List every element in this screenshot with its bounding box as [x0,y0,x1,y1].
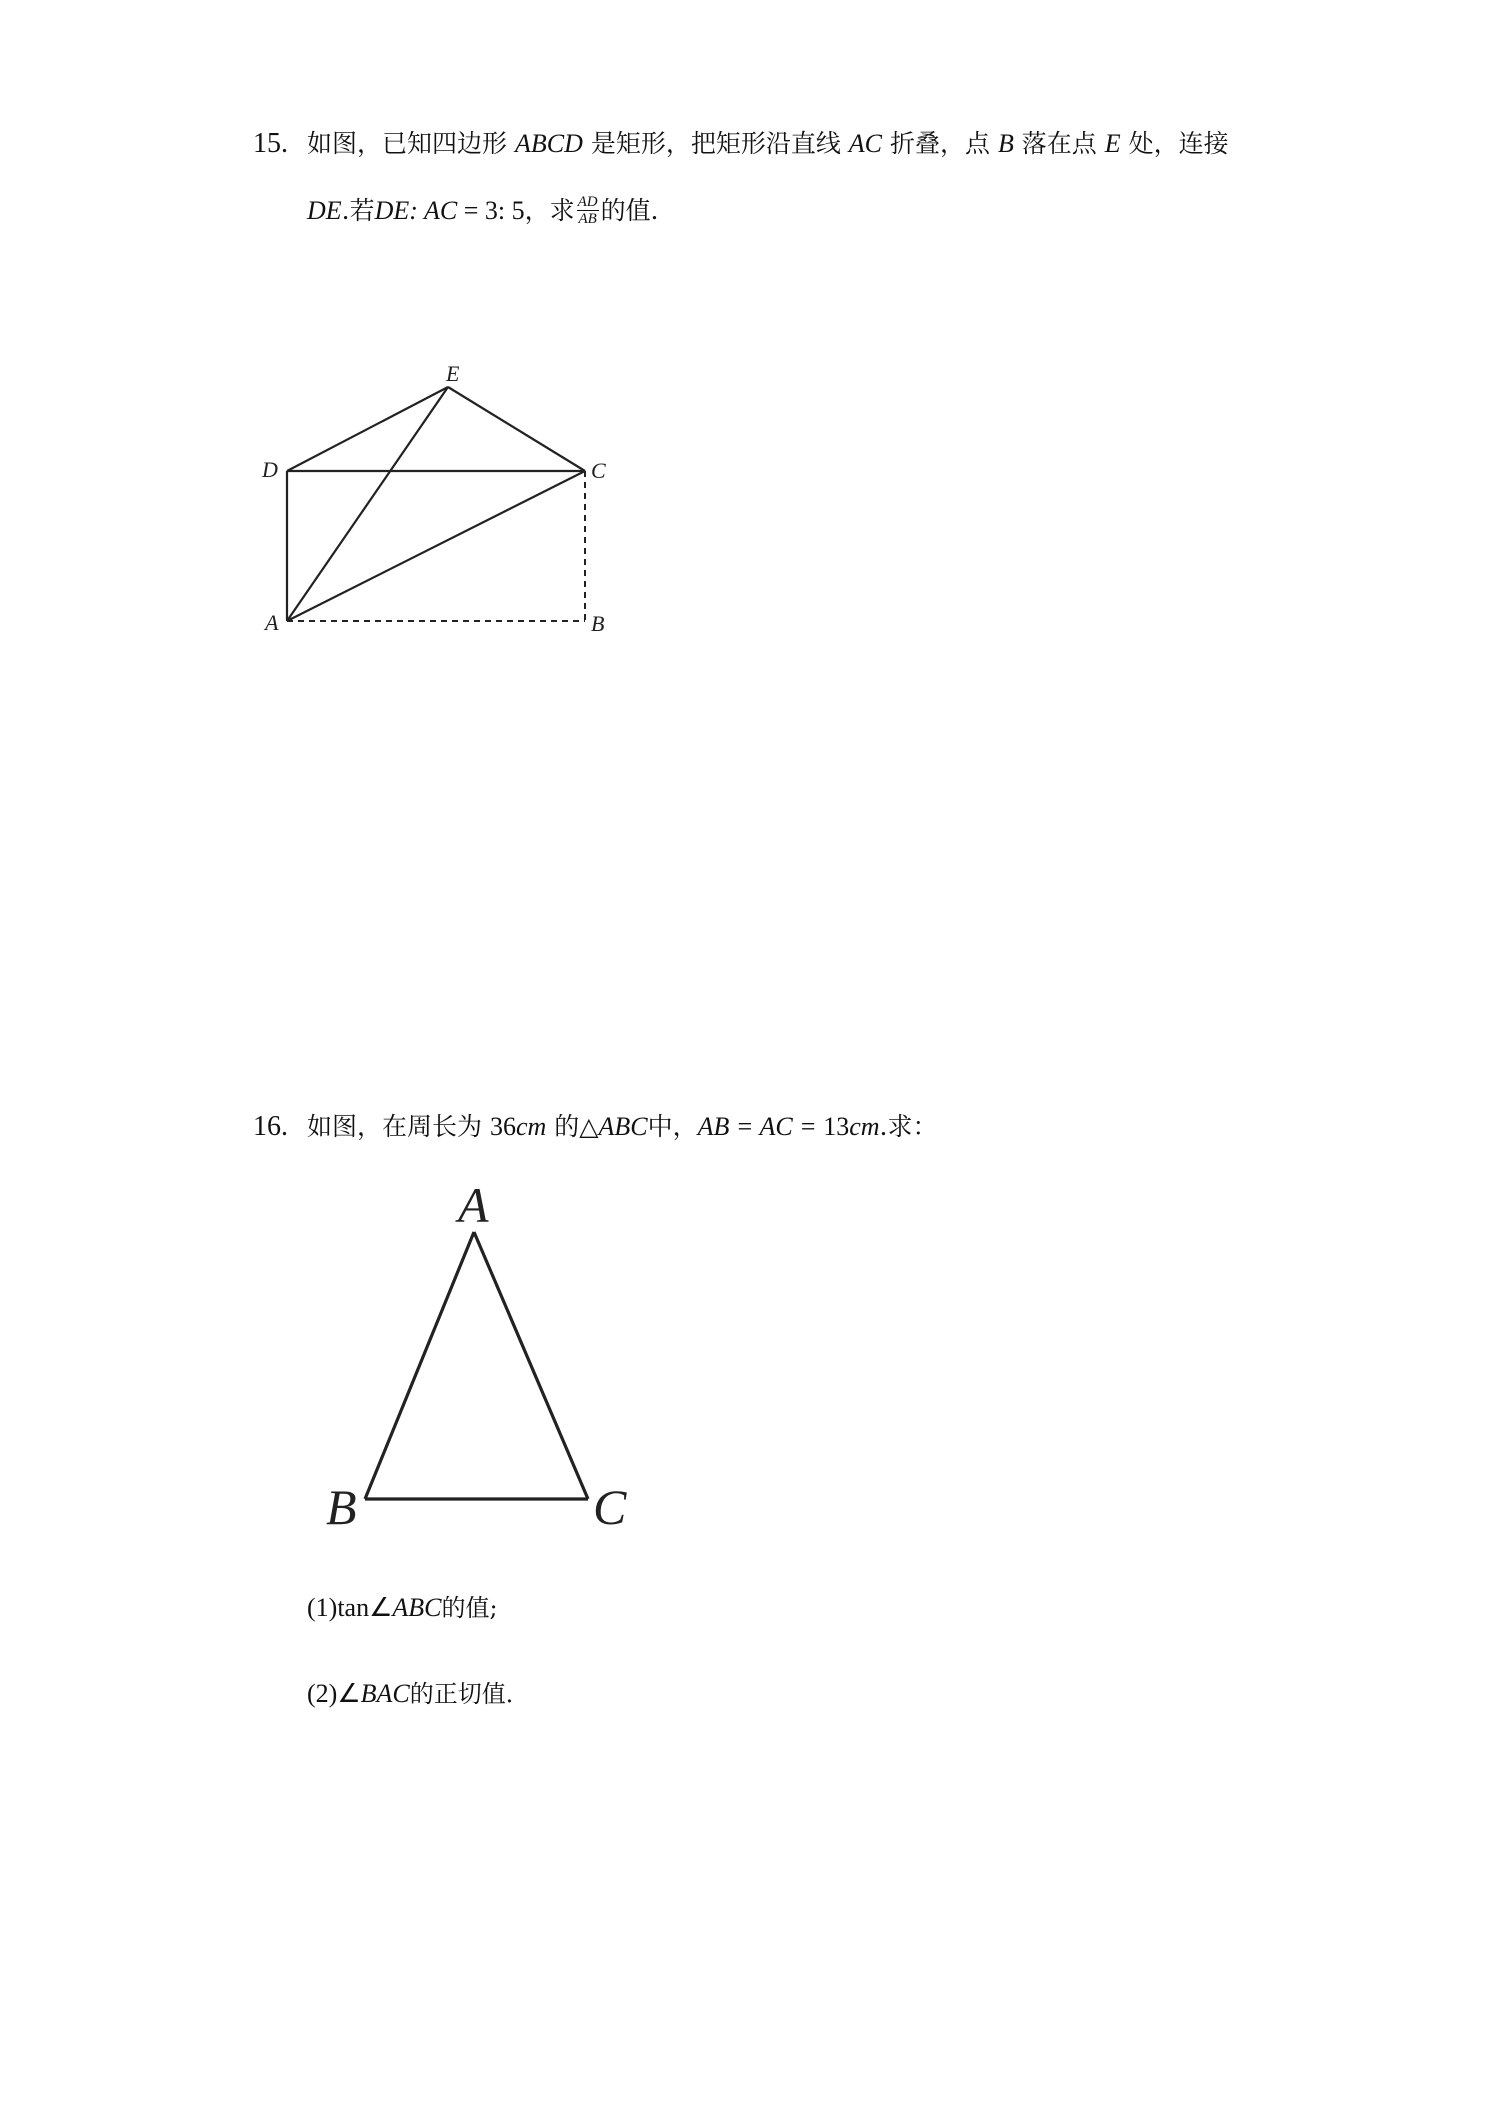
q15-text: 的值． [600,196,676,225]
q15-equals: = [457,196,485,225]
q15-ratio-rhs: 3: 5 [484,196,525,225]
q16-perimeter-unit: cm [515,1112,547,1141]
q16-perimeter-value: 36 [489,1112,516,1141]
q16-part1-suffix: 的值; [441,1594,498,1622]
q15-var-e: E [1104,129,1121,158]
q16-label-a: A [458,1177,489,1233]
q15-frac-numerator: AD [577,194,598,210]
q16-text: .求： [879,1112,938,1141]
q16-text: 的△ [554,1112,599,1141]
q15-text: .若 [341,196,375,225]
q16-part2-prefix: (2)∠ [307,1679,361,1708]
q16-part1-prefix: (1)tan∠ [307,1593,393,1622]
q16-part2-var: BAC [360,1679,410,1708]
q16-part1-var: ABC [392,1593,442,1622]
q15-text: ，求 [524,196,575,225]
q16-number: 16. [253,1111,288,1142]
q16-part-1 [307,1591,498,1625]
q16-label-c: C [593,1479,627,1535]
q15-number: 15. [253,128,288,159]
q15-label-e: E [446,361,460,386]
q15-text: 落在点 [1021,129,1097,158]
q15-text: 是矩形，把矩形沿直线 [590,129,841,158]
q15-text: 如图，已知四边形 [307,129,508,158]
q15-text: 处，连接 [1128,129,1229,158]
q15-label-d: D [262,457,278,482]
q15-var-b: B [997,129,1014,158]
q16-text: 中， [647,1112,698,1141]
q16-side-ab [365,1232,474,1499]
q16-part-2 [307,1677,530,1711]
q15-label-b: B [591,611,605,636]
q15-ratio-lhs: DE: AC [374,196,458,225]
q15-var-ac: AC [848,129,883,158]
q15-label-a: A [265,610,279,635]
q15-var-abcd: ABCD [514,129,583,158]
q16-side-ac [474,1232,588,1499]
q16-part2-suffix: 的正切值． [409,1680,530,1708]
q15-var-de: DE [307,196,342,225]
q16-length-value: 13 [823,1112,850,1141]
q16-text: 如图，在周长为 [307,1112,483,1141]
q16-var-abc: ABC [598,1112,648,1141]
q16-label-b: B [326,1479,357,1535]
q16-length-unit: cm [849,1112,880,1141]
q15-text: 折叠，点 [889,129,990,158]
q16-equation: AB = AC = [697,1112,824,1141]
q15-label-c: C [591,458,606,483]
q15-frac-denominator: AB [578,211,597,227]
